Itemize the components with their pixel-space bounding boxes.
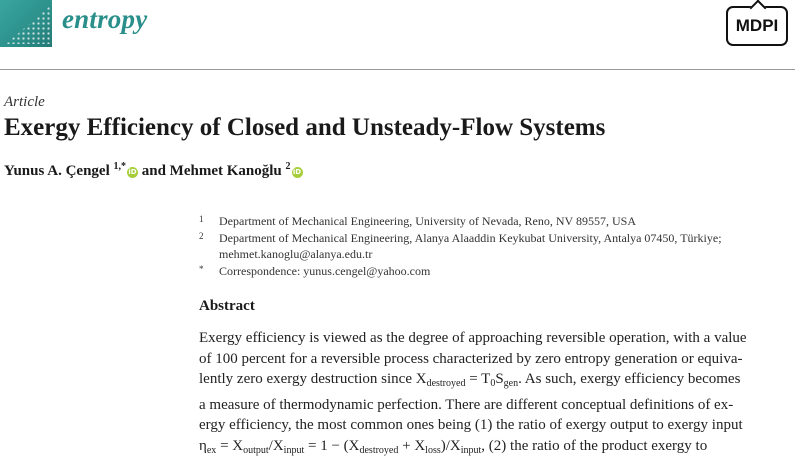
paper-title: Exergy Efficiency of Closed and Unsteady-Flow Systems (4, 114, 605, 142)
abstract-line: lently zero exergy destruction since $X_{destroyed} = T_0S_{gen}$. As such, exergy efficiency becomes (199, 369, 795, 395)
abstract-line: ergy efficiency, the most common ones being (1) the ratio of exergy output to exergy input (199, 415, 795, 436)
author-joiner: and (142, 163, 166, 179)
affiliation-mark: 2 (199, 231, 204, 241)
journal-name: entropy (62, 4, 147, 35)
publisher-logo: MDPI (726, 6, 788, 46)
affiliation-text: Department of Mechanical Engineering, Alanya Alaaddin Keykubat University, Antalya 07450, Türkiye; (219, 231, 722, 246)
correspondence-mark: * (199, 264, 204, 274)
author-name[interactable]: Yunus A. Çengel (4, 163, 110, 179)
affiliation-text: Department of Mechanical Engineering, University of Nevada, Reno, NV 89557, USA (219, 214, 636, 229)
abstract-line: a measure of thermodynamic perfection. There are different conceptual definitions of ex- (199, 395, 795, 416)
author-name[interactable]: Mehmet Kanoğlu (170, 163, 282, 179)
article-type: Article (4, 94, 45, 111)
correspondence-text[interactable]: Correspondence: yunus.cengel@yahoo.com (219, 264, 430, 279)
affiliation-email[interactable]: mehmet.kanoglu@alanya.edu.tr (219, 247, 372, 262)
author-list (4, 161, 303, 180)
abstract-line: Exergy efficiency is viewed as the degree of approaching reversible operation, with a value (199, 328, 795, 349)
abstract-line: $\eta_{ex} = X_{output}/X_{input} = 1 - (X_{destroyed} + X_{loss})/X_{input}$, (2) the ratio of the product exergy to (199, 436, 795, 461)
journal-logo (0, 0, 52, 47)
abstract-heading: Abstract (199, 298, 255, 315)
affiliation-mark: 1 (199, 214, 204, 224)
author-affiliation-mark: 1,* (113, 161, 126, 172)
abstract-body (199, 328, 795, 461)
abstract-line: of 100 percent for a reversible process characterized by zero entropy generation or equiva- (199, 349, 795, 370)
orcid-icon[interactable]: iD (292, 167, 303, 178)
header-divider (0, 69, 795, 70)
author-affiliation-mark: 2 (286, 161, 291, 172)
orcid-icon[interactable]: iD (127, 167, 138, 178)
